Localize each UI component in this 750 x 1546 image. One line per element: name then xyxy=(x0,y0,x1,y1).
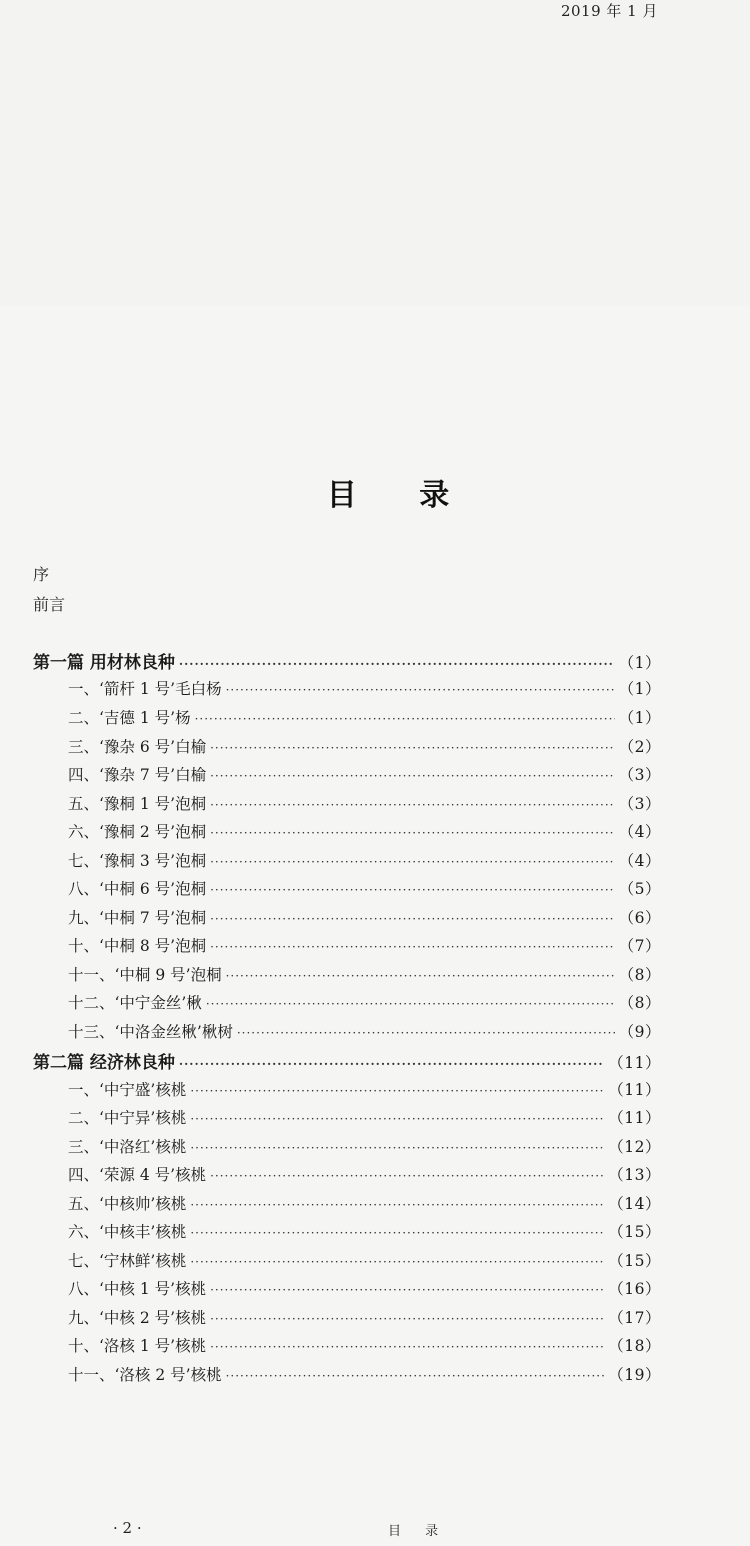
toc-page-number: （6） xyxy=(618,909,661,927)
toc-entry[interactable] xyxy=(68,1220,661,1246)
dot-leader xyxy=(190,1112,604,1126)
dot-leader xyxy=(195,712,615,726)
toc-entry[interactable] xyxy=(68,849,661,875)
toc-page-number: （8） xyxy=(618,966,661,984)
toc-page-number: （19） xyxy=(608,1366,661,1384)
toc-page-number: （1） xyxy=(618,680,661,698)
dot-leader xyxy=(190,1141,604,1155)
toc-page-number: （15） xyxy=(608,1252,661,1270)
toc-entry[interactable] xyxy=(68,1106,661,1132)
toc-entry-label: 二、‘中宁异’核桃 xyxy=(68,1109,187,1127)
toc-entry[interactable] xyxy=(68,1277,661,1303)
toc-entry-label: 五、‘豫桐 1 号’泡桐 xyxy=(68,795,207,813)
front-matter-foreword: 前言 xyxy=(33,595,66,614)
previous-page-fragment xyxy=(0,0,750,305)
dot-leader xyxy=(190,1084,604,1098)
toc-entry-label: 十、‘中桐 8 号’泡桐 xyxy=(68,937,207,955)
toc-entry[interactable] xyxy=(68,820,661,846)
toc-page-number: （11） xyxy=(608,1109,661,1127)
dot-leader xyxy=(210,1283,604,1297)
toc-page-number: （12） xyxy=(608,1138,661,1156)
toc-entry-label: 九、‘中桐 7 号’泡桐 xyxy=(68,909,207,927)
toc-entry[interactable] xyxy=(68,1249,661,1275)
dot-leader xyxy=(226,969,615,983)
toc-page-number: （15） xyxy=(608,1223,661,1241)
toc-entry-label: 七、‘宁林鲜’核桃 xyxy=(68,1252,187,1270)
dot-leader xyxy=(206,997,615,1011)
toc-entry[interactable] xyxy=(68,963,661,989)
dot-leader xyxy=(210,1169,604,1183)
toc-page-number: （8） xyxy=(618,994,661,1012)
toc-page-number: （4） xyxy=(618,823,661,841)
toc-page-number: （3） xyxy=(618,795,661,813)
toc-entry[interactable] xyxy=(68,735,661,761)
toc-part-title: 第一篇 用材林良种 xyxy=(33,653,175,673)
toc-entry[interactable] xyxy=(68,1334,661,1360)
toc-entry[interactable] xyxy=(68,1306,661,1332)
toc-page-number: （11） xyxy=(608,1081,661,1099)
dot-leader xyxy=(210,798,615,812)
toc-entry-label: 七、‘豫桐 3 号’泡桐 xyxy=(68,852,207,870)
toc-entry-label: 十三、‘中洛金丝楸’楸树 xyxy=(68,1023,233,1041)
toc-entry[interactable] xyxy=(68,934,661,960)
page-title: 目 录 xyxy=(326,478,476,513)
toc-entry[interactable] xyxy=(68,906,661,932)
toc-entry-label: 六、‘豫桐 2 号’泡桐 xyxy=(68,823,207,841)
dot-leader xyxy=(210,769,615,783)
toc-page-number: （18） xyxy=(608,1337,661,1355)
toc-entry-label: 十一、‘中桐 9 号’泡桐 xyxy=(68,966,222,984)
toc-entry-label: 一、‘箭杆 1 号’毛白杨 xyxy=(68,680,222,698)
toc-page-number: （17） xyxy=(608,1309,661,1327)
toc-page-number: （4） xyxy=(618,852,661,870)
dot-leader xyxy=(210,1340,604,1354)
toc-entry[interactable] xyxy=(68,1135,661,1161)
toc-entry-label: 十一、‘洛核 2 号’核桃 xyxy=(68,1366,222,1384)
dot-leader xyxy=(226,683,615,697)
toc-page-number: （2） xyxy=(618,738,661,756)
toc-entry[interactable] xyxy=(68,1363,661,1389)
toc-part-title: 第二篇 经济林良种 xyxy=(33,1053,175,1073)
toc-page-number: （7） xyxy=(618,937,661,955)
toc-entry-label: 一、‘中宁盛’核桃 xyxy=(68,1081,187,1099)
toc-entry-label: 五、‘中核帅’核桃 xyxy=(68,1195,187,1213)
toc-page-number: （14） xyxy=(608,1195,661,1213)
dot-leader xyxy=(210,1312,604,1326)
toc-page-number: （11） xyxy=(608,1054,661,1072)
dot-leader xyxy=(210,940,615,954)
footer-running-title: 目 录 xyxy=(388,1524,449,1539)
front-matter-preface: 序 xyxy=(33,565,50,584)
toc-part-heading[interactable] xyxy=(33,648,661,674)
toc-entry[interactable] xyxy=(68,877,661,903)
dot-leader xyxy=(190,1198,604,1212)
toc-entry[interactable] xyxy=(68,763,661,789)
dot-leader xyxy=(179,657,615,671)
toc-page-number: （5） xyxy=(618,880,661,898)
toc-page-number: （16） xyxy=(608,1280,661,1298)
toc-entry-label: 十二、‘中宁金丝’楸 xyxy=(68,994,202,1012)
dot-leader xyxy=(237,1026,615,1040)
dot-leader xyxy=(226,1369,605,1383)
dot-leader xyxy=(179,1057,604,1071)
toc-entry[interactable] xyxy=(68,1020,661,1046)
toc-entry-label: 三、‘中洛红’核桃 xyxy=(68,1138,187,1156)
dot-leader xyxy=(210,741,615,755)
toc-entry-label: 九、‘中核 2 号’核桃 xyxy=(68,1309,207,1327)
toc-entry[interactable] xyxy=(68,792,661,818)
toc-entry[interactable] xyxy=(68,991,661,1017)
toc-page-number: （1） xyxy=(618,709,661,727)
dot-leader xyxy=(210,855,615,869)
toc-page-number: （3） xyxy=(618,766,661,784)
toc-page-number: （9） xyxy=(618,1023,661,1041)
dot-leader xyxy=(190,1255,604,1269)
toc-entry-label: 六、‘中核丰’核桃 xyxy=(68,1223,187,1241)
toc-entry[interactable] xyxy=(68,706,661,732)
toc-entry-label: 四、‘荣源 4 号’核桃 xyxy=(68,1166,207,1184)
toc-entry[interactable] xyxy=(68,1163,661,1189)
toc-page-number: （13） xyxy=(608,1166,661,1184)
toc-entry-label: 八、‘中核 1 号’核桃 xyxy=(68,1280,207,1298)
toc-entry-label: 三、‘豫杂 6 号’白榆 xyxy=(68,738,207,756)
toc-entry-label: 四、‘豫杂 7 号’白榆 xyxy=(68,766,207,784)
dot-leader xyxy=(210,826,615,840)
toc-entry-label: 八、‘中桐 6 号’泡桐 xyxy=(68,880,207,898)
footer-page-number: · 2 · xyxy=(113,1519,142,1537)
toc-part-heading[interactable] xyxy=(33,1048,661,1074)
dot-leader xyxy=(210,912,615,926)
toc-entry[interactable] xyxy=(68,1078,661,1104)
toc-entry-label: 二、‘吉德 1 号’杨 xyxy=(68,709,191,727)
toc-entry-label: 十、‘洛核 1 号’核桃 xyxy=(68,1337,207,1355)
dot-leader xyxy=(210,883,615,897)
dot-leader xyxy=(190,1226,604,1240)
toc-entry[interactable] xyxy=(68,1192,661,1218)
toc-page-number: （1） xyxy=(618,654,661,672)
toc-entry[interactable] xyxy=(68,677,661,703)
preface-date: 2019 年 1 月 xyxy=(560,2,658,20)
